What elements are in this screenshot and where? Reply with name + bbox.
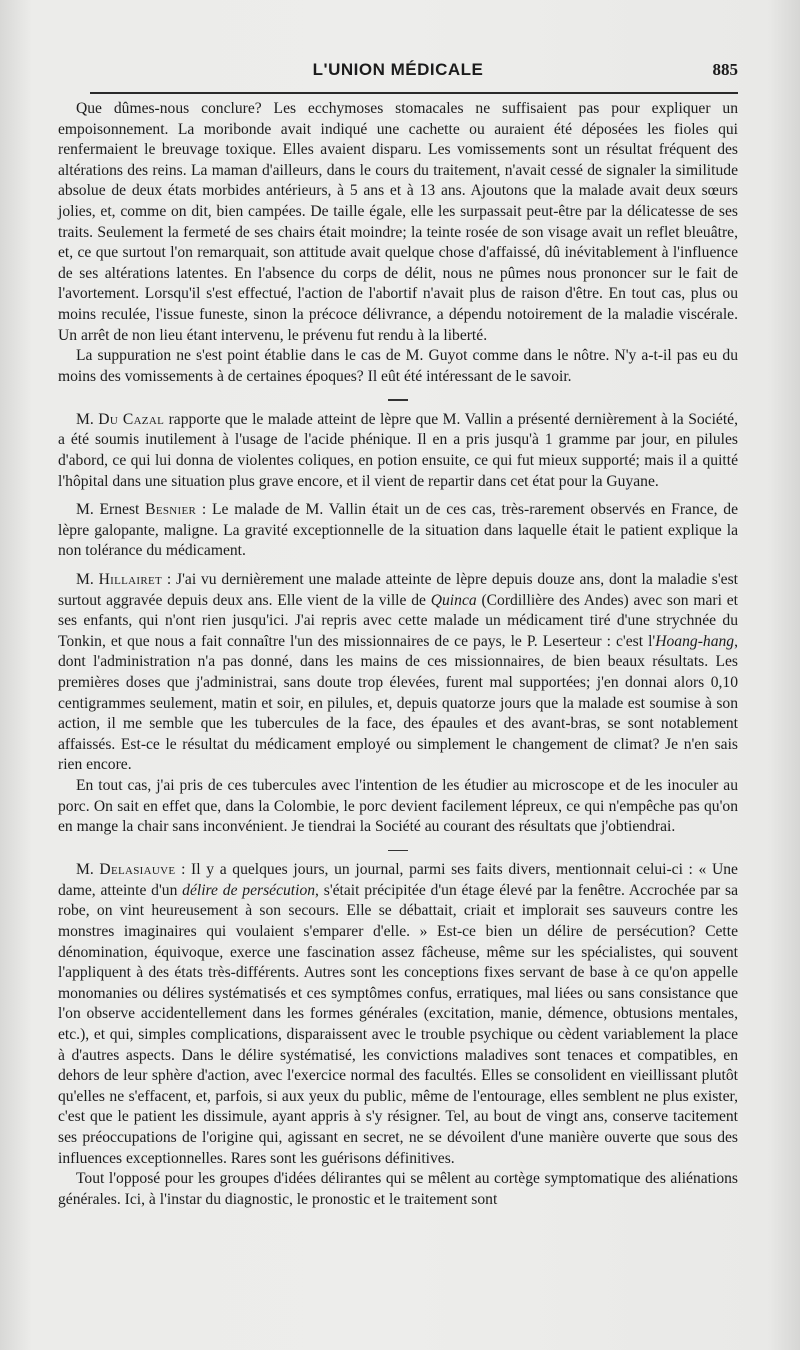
section-separator <box>388 399 408 401</box>
speaker-name: Besnier <box>145 501 197 519</box>
paragraph-text: , s'était précipitée d'un étage élevé par la fenêtre. Accrochée par sa robe, on vint heureusement à son secours. Elle se débattait, criait et implorait ses sauveurs contre les monstres imaginaires qui voulaient s'emparer d'elle. » Est-ce bien un délire de persécution? Cette dénomination, équivoque, exerce une fascination assez fâcheuse, même sur les spécialistes, qui souvent l'appliquent à des états très-différents. Autres sont les conceptions fixes servant de base à ce qu'on appelle monomanies ou délires systématisés et ces symptômes confus, erratiques, mal liées ou sans consistance que l'on observe accidentellement dans les formes générales (excitation, manie, démence, obtusions mentales, etc.), et qui, simples complications, disparaissent avec le trouble psychique ou cèdent variablement la place à d'autres aspects. Dans le délire systématisé, les convictions maladives sont tenaces et compatibles, en dehors de leur sphère d'action, avec l'exercice normal des facultés. Elles se consolident en vieillissant plutôt qu'elles ne s'effacent, et, parfois, si aux yeux du public, même de l'entourage, elles semblent ne plus exister, c'est que le patient les dissimule, ayant appris à s'y résigner. Tel, au bout de vingt ans, conserve tacitement ses préoccupations de l'origine qui, agissant en secret, ne se dévoilent d'une manière ouverte que sous des influences exceptionnelles. Rares sont les guérisons définitives. <box>58 881 738 1167</box>
paragraph-text: : Le malade de M. Vallin était un de ces cas, très-rarement observés en France, de lèpre galopante, maligne. La gravité exceptionnelle de la situation dans laquelle était le patient explique la non tolérance du médicament. <box>58 501 738 560</box>
paragraph-text: (Cordillière des Andes) avec son mari et ses enfants, qui n'ont rien jusqu'ici. J'ai repris avec cette malade un médicament tiré d'une strychnée du Tonkin, et que nous a fait connaître l'un des missionnaires de ce pays, le P. Leserteur : c'est l' <box>58 591 738 650</box>
speaker-name: Hillairet <box>98 570 163 588</box>
speaker-prefix: M. <box>76 861 100 879</box>
paragraph-gap <box>58 562 738 570</box>
speaker-prefix: M. Ernest <box>76 501 146 519</box>
paragraph-suppuration: La suppuration ne s'est point établie dans le cas de M. Guyot comme dans le nôtre. N'y a-t-il pas eu du moins des vomissements à de certaines époques? Il eût été intéressant de le savoir. <box>58 347 738 385</box>
drug-name: Hoang-hang <box>655 632 735 650</box>
section-separator <box>388 850 408 852</box>
running-title: L'UNION MÉDICALE <box>312 60 484 79</box>
speaker-prefix: M. <box>76 410 99 428</box>
paragraph-conclusion: Que dûmes-nous conclure? Les ecchymoses stomacales ne suffisaient pas pour expliquer un empoisonnement. La moribonde avait indiqué une cachette ou auraient été déposées les fioles qui renfermaient le breuvage toxique. Elles avaient disparu. Les vomissements sont un résultat fréquent des altérations des reins. La maman d'ailleurs, dans le cours du traitement, n'avait cessé de signaler la similitude absolue de deux états morbides antérieurs, à 5 ans et à 13 ans. Ajoutons que la malade avait deux sœurs jolies, et, comme on dit, bien campées. De taille égale, elle les surpassait peut-être par la délicatesse de ses traits. Seulement la fermeté de ses chairs était moindre; la teinte rosée de son visage avait un reflet bleuâtre, et, ce que surtout l'on remarquait, son attitude avait quelque chose d'affaissé, dû inévitablement à l'influence de ses altérations latentes. En l'absence du corps de délit, nous ne pûmes nous prononcer sur le fait de l'avortement. Lorsqu'il s'est effectué, l'action de l'abortif n'avait plus de raison d'être. En tout cas, plus ou moins reculée, l'issue funeste, sinon la précoce délivrance, a dépendu notoirement de la maladie viscérale. Un arrêt de non lieu étant intervenu, le prévenu fut rendu à la liberté. <box>58 100 738 344</box>
italic-phrase: délire de persécution <box>182 881 316 899</box>
speaker-name: Delasiauve <box>99 861 176 879</box>
place-name: Quinca <box>430 591 477 609</box>
paragraph-oppose: Tout l'opposé pour les groupes d'idées délirantes qui se mêlent au cortège symptomatique des aliénations générales. Ici, à l'instar du diagnostic, le pronostic et le traitement sont <box>58 1170 738 1208</box>
speaker-name: Du Cazal <box>98 410 165 428</box>
paragraph-gap <box>58 492 738 500</box>
paragraph-du-cazal <box>58 410 738 492</box>
paragraph-tubercules: En tout cas, j'ai pris de ces tubercules avec l'intention de les étudier au microscope et de les inoculer au porc. On sait en effet que, dans la Colombie, le porc devient facilement lépreux, ce qui n'empêche pas qu'on en mange la chair sans inconvénient. Je tiendrai la Société au courant des résultats que j'obtiendrai. <box>58 776 738 836</box>
paragraph-text: : Il y a quelques jours, un journal, parmi ses faits divers, mentionnait celui-ci : « Une dame, atteinte d'un <box>58 861 738 899</box>
paragraph-text: , dont l'administration n'a pas donné, dans les mains de ces missionnaires, de bien beaux résultats. Les premières doses que j'administrai, sans doute trop élevées, furent mal supportées; j'en donnai alors 0,10 centigrammes seulement, matin et soir, en pilules, et, depuis quatorze jours que la malade est soumise à son action, il me semble que les tubercules de la face, des épaules et des avant-bras, se sont notablement affaissés. Est-ce le résultat du médicament employé ou simplement le changement de climat? Je n'en sais rien encore. <box>58 632 738 774</box>
header-rule <box>90 92 738 94</box>
paragraph-besnier <box>58 500 738 562</box>
page-header <box>58 56 738 86</box>
paragraph-hillairet <box>58 570 738 776</box>
paragraph-delasiauve <box>58 860 738 1169</box>
article-body <box>58 99 738 1210</box>
paragraph-text: : J'ai vu dernièrement une malade atteinte de lèpre depuis douze ans, dont la maladie s'est surtout aggravée depuis deux ans. Elle vient de la ville de <box>58 570 738 609</box>
paragraph-text: rapporte que le malade atteint de lèpre que M. Vallin a présenté dernièrement à la Société, a été soumis inutilement à l'usage de l'acide phénique. Il en a pris jusqu'à 1 gramme par jour, en pilules d'abord, ce qui lui donna de violentes coliques, en potion ensuite, ce qui fut mieux supporté; mais il a quitté l'hôpital dans une situation plus grave encore, et il vient de repartir dans cet état pour la Guyane. <box>58 410 738 490</box>
speaker-prefix: M. <box>76 570 99 588</box>
page-number: 885 <box>712 60 738 79</box>
